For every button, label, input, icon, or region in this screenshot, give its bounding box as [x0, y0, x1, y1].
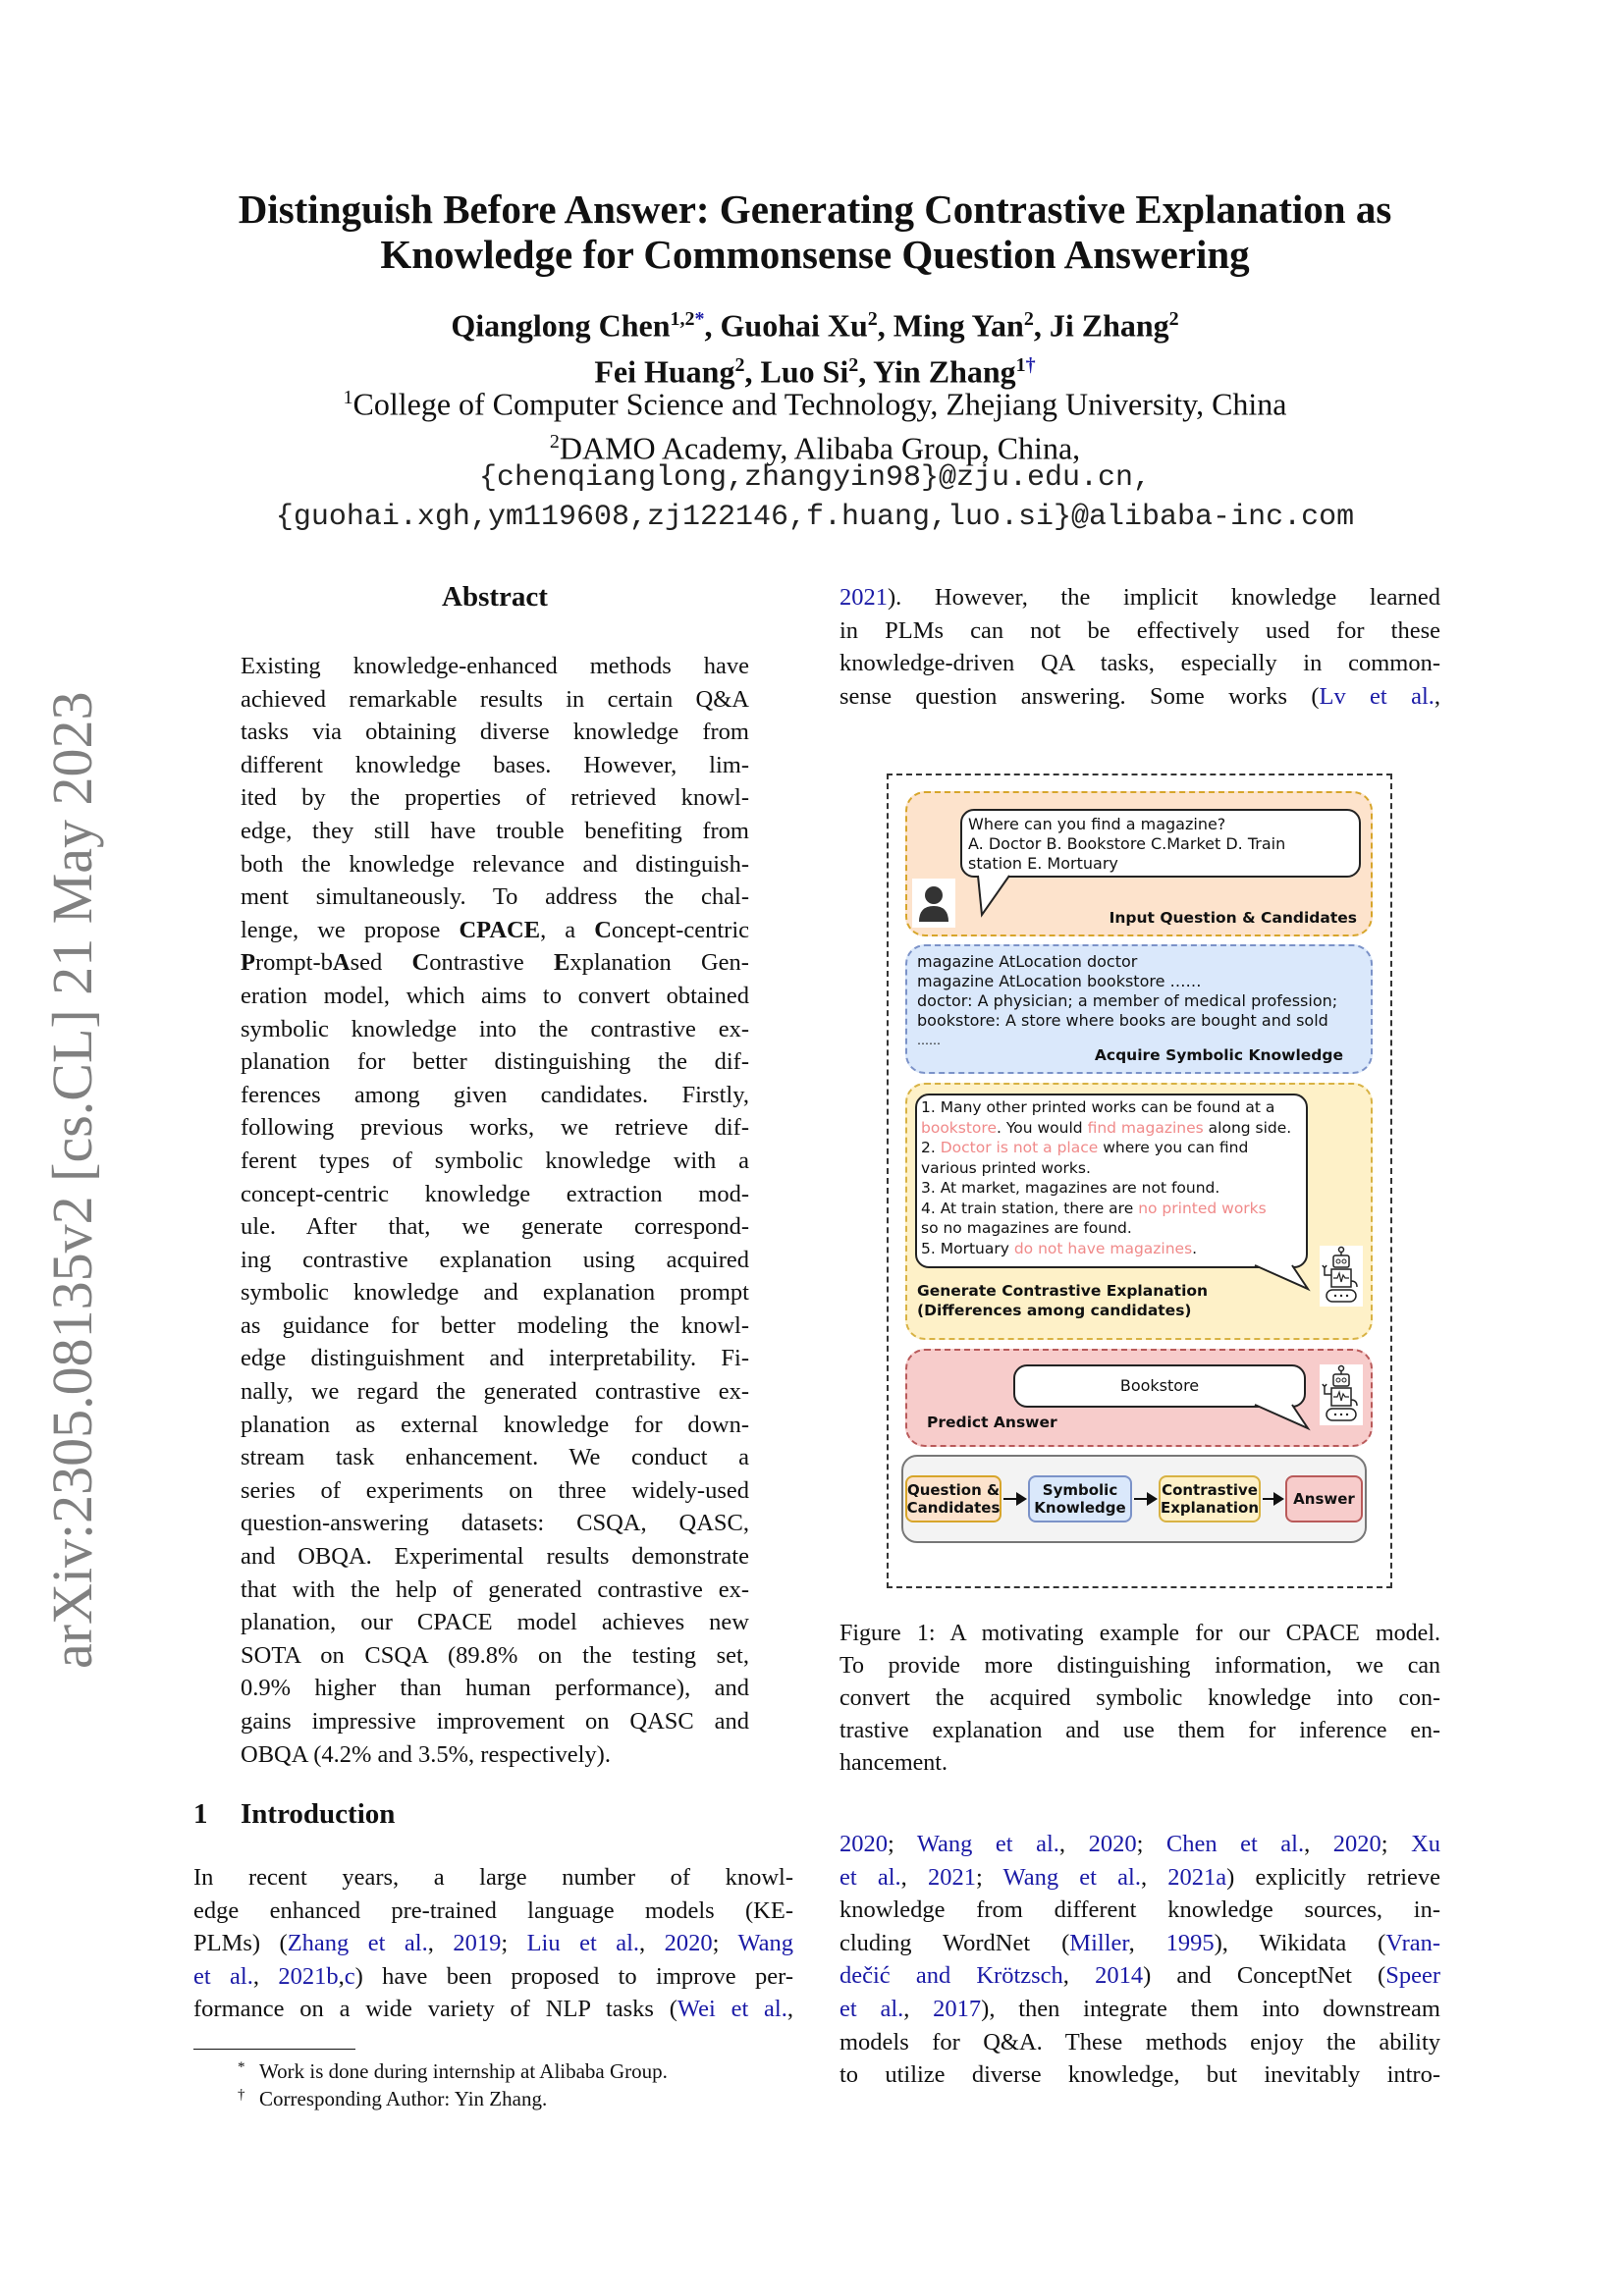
footnote-mark: *	[238, 2059, 245, 2075]
candidates-line: station E. Mortuary	[968, 854, 1118, 873]
predicted-answer: Bookstore	[1119, 1376, 1200, 1395]
citation-link[interactable]: Chen et al.	[1165, 1831, 1305, 1857]
acronym-letter: C	[411, 949, 430, 977]
abstract-line: ited by the properties of retrieved knowl-	[241, 784, 749, 812]
author-separator: ,	[744, 353, 761, 390]
text-run: ontrastive	[429, 949, 555, 977]
text-run: 4. At train station, there are	[921, 1199, 1139, 1217]
panel-label: Acquire Symbolic Knowledge	[1094, 1046, 1343, 1064]
author-line-1	[295, 299, 1335, 346]
abstract-line: symbolic knowledge and explanation prompt	[241, 1279, 749, 1307]
footnote-text: Work is done during internship at Alibaba Group.	[259, 2059, 668, 2083]
caption-line: convert the acquired symbolic knowledge into con-	[839, 1685, 1440, 1711]
acronym-letter: P	[241, 949, 255, 977]
abstract-line: both the knowledge relevance and distinguish-	[241, 850, 749, 878]
author-separator: ,	[704, 307, 721, 344]
text-run: various printed works.	[921, 1158, 1091, 1177]
text-run: . You would	[997, 1118, 1088, 1137]
abstract-line: tasks via obtaining diverse knowledge from	[241, 719, 749, 746]
knowledge-triple: magazine AtLocation bookstore ……	[917, 972, 1202, 990]
citation-link[interactable]: 2014	[1095, 1962, 1144, 1990]
panel-label: Input Question & Candidates	[1109, 909, 1357, 927]
panel-label-line: (Differences among candidates)	[917, 1302, 1192, 1319]
knowledge-ellipsis: ……	[917, 1034, 941, 1047]
body-line: cluding WordNet (Miller, 1995), Wikidata (Vran-	[839, 1929, 1441, 1956]
footnote-divider	[193, 2049, 355, 2050]
body-line: 2020; Wang et al., 2020; Chen et al., 2020; Xu	[839, 1831, 1441, 1857]
introduction-line: In recent years, a large number of knowl-	[193, 1864, 793, 1891]
text-run: xplanation Gen-	[569, 949, 749, 977]
acronym-letter: A	[332, 949, 351, 977]
robot-icon	[1320, 1246, 1363, 1307]
affiliation-marker: 1	[343, 387, 353, 408]
question-line: Where can you find a magazine?	[968, 815, 1226, 833]
introduction-line: formance on a wide variety of NLP tasks (Wei et al.,	[193, 1996, 793, 2023]
explanation-line	[921, 1158, 1302, 1179]
citation-link[interactable]: 2020	[664, 1930, 713, 1957]
abstract-line: planation, our CPACE model achieves new	[241, 1609, 749, 1636]
panel-label: Predict Answer	[927, 1414, 1057, 1431]
text-run: 2.	[921, 1139, 941, 1156]
abstract-line: ing contrastive explanation using acquired	[241, 1246, 749, 1273]
citation-link[interactable]: Xu	[1411, 1831, 1441, 1857]
citation-link[interactable]: Vran-	[1385, 1929, 1441, 1956]
highlighted-phrase: no printed works	[1138, 1199, 1267, 1217]
email-line-1: {chenqianglong,zhangyin98}@zju.edu.cn,	[478, 461, 1152, 495]
explanation-speech-bubble	[915, 1094, 1308, 1268]
affiliation-marker: 1	[1015, 353, 1026, 376]
symbolic-knowledge-text	[917, 952, 1337, 1050]
citation-link[interactable]: Wang et al.	[916, 1831, 1059, 1857]
flow-node-symbolic-knowledge	[1028, 1475, 1132, 1522]
footnote-2	[193, 2085, 793, 2112]
author-separator: ,	[1033, 307, 1050, 344]
abstract-line: edge, they still have trouble benefiting from	[241, 817, 749, 844]
citation-link[interactable]: 1995	[1165, 1929, 1215, 1956]
author-separator: ,	[877, 307, 893, 344]
author-list	[295, 299, 1335, 391]
candidates-line: A. Doctor B. Bookstore C.Market D. Train	[968, 834, 1286, 853]
flow-node-label: Explanation	[1160, 1499, 1260, 1517]
footnote-link[interactable]: †	[1025, 353, 1036, 376]
author-name: Ji Zhang	[1049, 307, 1169, 344]
paper-title	[177, 187, 1453, 277]
author-separator: ,	[858, 353, 874, 390]
citation-link[interactable]: c	[344, 1962, 355, 1990]
acronym-letter: E	[554, 949, 570, 977]
flow-node-label: Contrastive	[1162, 1481, 1258, 1499]
flow-node-label: Answer	[1293, 1490, 1355, 1508]
body-line: 2021). However, the implicit knowledge learned	[839, 584, 1440, 611]
body-line: sense question answering. Some works (Lv et al.,	[839, 682, 1440, 710]
abstract-heading: Abstract	[442, 581, 548, 613]
panel-label-line: Generate Contrastive Explanation	[917, 1282, 1209, 1300]
knowledge-definition: doctor: A physician; a member of medical profession;	[917, 991, 1338, 1010]
speech-bubble-tail	[1253, 1263, 1312, 1293]
text-run: where you can find	[1098, 1139, 1249, 1156]
text-run: rompt-b	[254, 949, 333, 977]
speech-bubble-tail	[1253, 1403, 1312, 1432]
affiliation-marker: 2	[549, 430, 560, 453]
flow-node-question-candidates	[905, 1475, 1001, 1522]
body-line: models for Q&A. These methods enjoy the ability	[839, 2028, 1440, 2056]
citation-link[interactable]: Lv et al.	[1319, 682, 1435, 710]
text-run: 3. At market, magazines are not found.	[921, 1179, 1220, 1197]
affiliation-text: DAMO Academy, Alibaba Group, China,	[559, 430, 1081, 466]
citation-link[interactable]: 2020	[1332, 1831, 1381, 1857]
caption-line: hancement.	[839, 1750, 947, 1776]
author-emails	[177, 458, 1453, 537]
caption-line: To provide more distinguishing information, we can	[839, 1653, 1440, 1679]
footnote-text: Corresponding Author: Yin Zhang.	[259, 2087, 548, 2110]
abstract-line: following previous works, we retrieve dif-	[241, 1114, 749, 1142]
input-question-panel	[905, 791, 1373, 936]
arxiv-identifier-stamp: arXiv:2305.08135v2 [cs.CL] 21 May 2023	[40, 691, 104, 1669]
panel-label	[917, 1281, 1208, 1320]
citation-link[interactable]: et al.	[839, 1863, 901, 1891]
highlighted-phrase: do not have magazines	[1013, 1239, 1193, 1257]
citation-link[interactable]: 2021a	[1167, 1863, 1227, 1891]
footnote-link[interactable]: *	[694, 308, 705, 330]
footnote-mark: †	[238, 2087, 245, 2103]
text-run: , a	[540, 916, 595, 943]
abstract-line: and OBQA. Experimental results demonstrate	[241, 1543, 749, 1571]
body-line: et al., 2017), then integrate them into downstream	[839, 1995, 1440, 2022]
speech-bubble-tail	[976, 874, 1015, 919]
abstract-line: achieved remarkable results in certain Q&A	[241, 685, 749, 713]
abstract-line: ment simultaneously. To address the chal-	[241, 883, 749, 911]
citation-link[interactable]: Wei et al.	[677, 1996, 787, 2023]
citation-link[interactable]: 2020	[839, 1831, 888, 1857]
abstract-line: ferences among given candidates. Firstly,	[241, 1081, 749, 1108]
affiliation-marker: 2	[734, 353, 745, 376]
author-name: Qianglong Chen	[451, 307, 671, 344]
email-line-2: {guohai.xgh,ym119608,zj122146,f.huang,luo.si}@alibaba-inc.com	[275, 501, 1355, 534]
affiliation-1	[196, 379, 1434, 423]
body-line: in PLMs can not be effectively used for these	[839, 616, 1440, 644]
arrow-right-icon	[1263, 1498, 1282, 1500]
footnotes	[193, 2057, 793, 2112]
knowledge-triple: magazine AtLocation doctor	[917, 952, 1138, 971]
knowledge-definition: bookstore: A store where books are bought and sold	[917, 1011, 1328, 1030]
abstract-line: stream task enhancement. We conduct a	[241, 1444, 749, 1471]
abstract-line: question-answering datasets: CSQA, QASC,	[241, 1510, 749, 1537]
abstract-line: planation as external knowledge for down-	[241, 1411, 749, 1438]
abstract-line: 0.9% higher than human performance), and	[241, 1675, 749, 1702]
flow-node-label: Knowledge	[1034, 1499, 1126, 1517]
affiliation-text: College of Computer Science and Technology, Zhejiang University, China	[352, 386, 1287, 422]
caption-line: trastive explanation and use them for inference en-	[839, 1718, 1440, 1743]
body-line: knowledge from different knowledge sources, in-	[839, 1896, 1440, 1924]
text-run: sed	[350, 949, 412, 977]
introduction-body	[193, 1861, 793, 2026]
abstract-line: Existing knowledge-enhanced methods have	[241, 653, 749, 679]
question-speech-bubble	[960, 809, 1361, 878]
abstract-line: series of experiments on three widely-used	[241, 1476, 749, 1504]
highlighted-phrase: find magazines	[1087, 1118, 1204, 1137]
author-name: Ming Yan	[893, 307, 1024, 344]
answer-speech-bubble	[1013, 1364, 1306, 1408]
citation-link[interactable]: 2017	[933, 1995, 982, 2022]
section-heading-introduction	[193, 1798, 793, 1831]
abstract-line: concept-centric knowledge extraction mod-	[241, 1180, 749, 1207]
abstract-line	[241, 946, 749, 980]
figure-1-caption	[839, 1618, 1440, 1780]
affiliations	[196, 379, 1434, 466]
pipeline-flow-panel	[901, 1455, 1367, 1543]
affiliation-marker: 2	[1168, 308, 1179, 330]
author-name: Fei Huang	[594, 353, 735, 390]
flow-node-label: Question &	[906, 1481, 1001, 1499]
explanation-line	[921, 1178, 1302, 1199]
model-name: CPACE	[459, 916, 541, 943]
highlighted-phrase: Doctor is not a place	[940, 1139, 1099, 1156]
arrow-right-icon	[1134, 1498, 1156, 1500]
abstract-line: nally, we regard the generated contrastive ex-	[241, 1378, 749, 1406]
explanation-line	[921, 1118, 1302, 1139]
introduction-line: et al., 2021b,c) have been proposed to improve per-	[193, 1962, 793, 1990]
citation-link[interactable]: 2019	[453, 1930, 502, 1957]
text-run: so no magazines are found.	[921, 1219, 1132, 1237]
affiliation-marker: 1,2	[670, 308, 695, 330]
explanation-line	[921, 1218, 1302, 1239]
flow-node-label: Symbolic	[1042, 1481, 1118, 1499]
predict-answer-panel	[905, 1349, 1373, 1447]
author-name: Guohai Xu	[720, 307, 868, 344]
citation-link[interactable]: Zhang et al.	[287, 1930, 428, 1957]
introduction-line: PLMs) (Zhang et al., 2019; Liu et al., 2020; Wang	[193, 1930, 794, 1957]
citation-link[interactable]: 2021b	[278, 1962, 339, 1990]
citation-link[interactable]: Speer	[1385, 1962, 1441, 1990]
flow-node-contrastive-explanation	[1159, 1475, 1261, 1522]
citation-link[interactable]: et al.	[839, 1995, 904, 2022]
abstract-line: SOTA on CSQA (89.8% on the testing set,	[241, 1641, 749, 1669]
right-column-text-top	[839, 581, 1440, 713]
affiliation-marker: 2	[848, 353, 859, 376]
citation-link[interactable]: Wang et al.	[1002, 1863, 1141, 1891]
body-line: to utilize diverse knowledge, but inevitably intro-	[839, 2061, 1440, 2089]
affiliation-marker: 2	[867, 308, 878, 330]
abstract-line: planation for better distinguishing the dif-	[241, 1048, 749, 1076]
symbolic-knowledge-panel	[905, 944, 1373, 1074]
section-number: 1	[193, 1798, 208, 1830]
text-run: along side.	[1203, 1118, 1292, 1137]
citation-link[interactable]: Miller	[1069, 1929, 1129, 1956]
explanation-line	[921, 1138, 1302, 1158]
text-run: lenge, we propose	[241, 916, 460, 943]
citation-link[interactable]: Wang	[737, 1930, 794, 1957]
abstract-line: ferent types of symbolic knowledge with a	[241, 1147, 749, 1174]
robot-icon	[1320, 1364, 1363, 1425]
abstract-line: eration model, which aims to convert obtained	[241, 982, 749, 1009]
citation-link[interactable]: 2021	[839, 584, 888, 611]
abstract-line: OBQA (4.2% and 3.5%, respectively).	[241, 1740, 611, 1768]
question-text	[962, 811, 1359, 878]
citation-link[interactable]: Liu et al.	[526, 1930, 640, 1957]
contrastive-explanation-panel	[905, 1083, 1373, 1340]
abstract-line: edge distinguishment and interpretability. Fi-	[241, 1345, 749, 1372]
body-line: knowledge-driven QA tasks, especially in common-	[839, 650, 1440, 677]
title-line-1: Distinguish Before Answer: Generating Contrastive Explanation as	[238, 187, 1392, 232]
figure-1	[887, 774, 1392, 1588]
explanation-line	[921, 1097, 1302, 1118]
abstract-line: gains impressive improvement on QASC and	[241, 1708, 749, 1735]
abstract-line: ule. After that, we generate correspond-	[241, 1213, 749, 1241]
acronym-letter: C	[594, 916, 612, 943]
abstract-line: symbolic knowledge into the contrastive ex-	[241, 1015, 749, 1042]
text-run: oncept-centric	[611, 916, 749, 943]
right-column-text-bottom	[839, 1828, 1440, 2092]
body-line: et al., 2021; Wang et al., 2021a) explicitly retrieve	[839, 1863, 1441, 1891]
abstract-line: as guidance for better modeling the knowl-	[241, 1311, 749, 1339]
explanation-line	[921, 1199, 1302, 1219]
footnote-1	[193, 2057, 793, 2085]
arrow-right-icon	[1003, 1498, 1025, 1500]
flow-node-answer	[1285, 1475, 1363, 1522]
highlighted-phrase: bookstore	[921, 1118, 997, 1137]
abstract-body	[241, 650, 749, 1771]
abstract-line: different knowledge bases. However, lim-	[241, 751, 749, 778]
abstract-line: that with the help of generated contrastive ex-	[241, 1575, 749, 1603]
title-line-2: Knowledge for Commonsense Question Answering	[380, 232, 1250, 277]
flow-node-label: Candidates	[906, 1499, 1001, 1517]
citation-link[interactable]: 2020	[1088, 1831, 1137, 1857]
author-name: Luo Si	[760, 353, 849, 390]
citation-link[interactable]: et al.	[193, 1962, 253, 1990]
affiliation-marker: 2	[1023, 308, 1034, 330]
citation-link[interactable]: dečić and Krötzsch	[839, 1962, 1063, 1990]
introduction-line: edge enhanced pre-trained language models (KE-	[193, 1896, 793, 1924]
explanation-line	[921, 1239, 1302, 1259]
abstract-line	[241, 914, 749, 947]
explanation-text	[917, 1095, 1306, 1260]
author-name: Yin Zhang	[873, 353, 1016, 390]
citation-link[interactable]: 2021	[927, 1863, 976, 1891]
body-line: dečić and Krötzsch, 2014) and ConceptNet (Speer	[839, 1962, 1441, 1990]
text-run: .	[1192, 1239, 1198, 1257]
text-run: 5. Mortuary	[921, 1239, 1014, 1257]
user-icon	[912, 879, 955, 928]
section-title: Introduction	[241, 1798, 396, 1830]
text-run: 1. Many other printed works can be found at a	[921, 1098, 1275, 1116]
caption-line: Figure 1: A motivating example for our CPACE model.	[839, 1621, 1440, 1646]
